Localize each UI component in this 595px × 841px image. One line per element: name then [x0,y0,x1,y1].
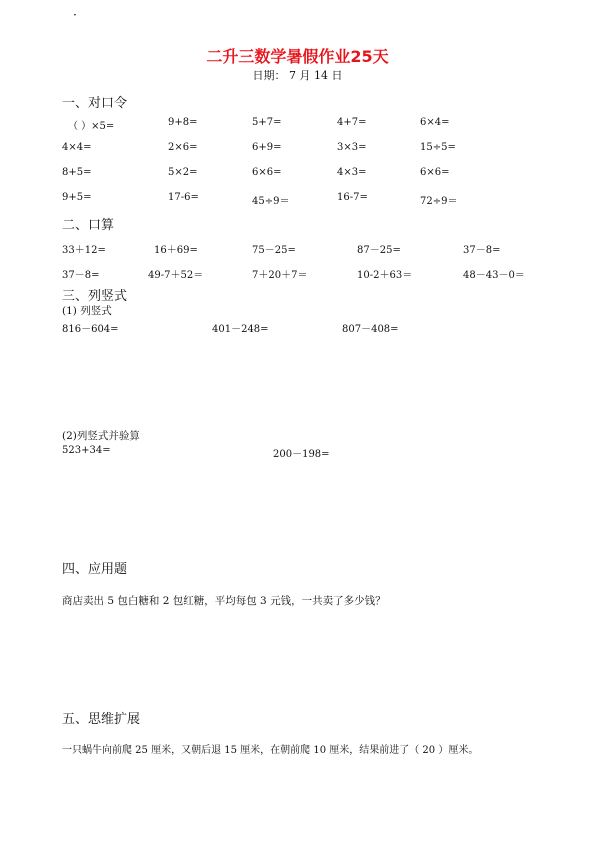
drill-item: 6×6= [252,167,282,178]
mental-math-item: 49-7＋52＝ [148,270,204,281]
drill-item: （ ）×5= [68,121,115,132]
mental-math-item: 10-2＋63＝ [357,270,413,281]
drill-item: 4×3= [337,167,367,178]
vertical-calc-item: 807－408= [342,324,399,335]
drill-item: 4+7= [337,117,367,128]
drill-item: 72÷9＝ [420,196,458,207]
calc-and-check-item: 523+34= [62,445,111,456]
vertical-calc-item: 401－248= [212,324,269,335]
drill-item: 8+5= [62,167,92,178]
drill-item: 15÷5= [420,142,456,153]
word-problem-text: 商店卖出 5 包白糖和 2 包红糖，平均每包 3 元钱，一共卖了多少钱？ [62,595,386,607]
date-line: 日期： 7 月 14 日 [252,69,343,82]
mental-math-item: 37－8= [463,245,501,256]
drill-item: 4×4= [62,142,92,153]
corner-dot: · [73,8,77,22]
mental-math-item: 37－8= [62,270,100,281]
drill-item: 45÷9＝ [252,196,290,207]
drill-item: 5+7= [252,117,282,128]
page-title: 二升三数学暑假作业25天 [206,47,389,66]
vertical-calc-item: 816－604= [62,324,119,335]
drill-item: 17-6= [168,192,199,203]
mental-math-item: 75－25= [252,245,296,256]
subheading-vertical-calc: (1) 列竖式 [62,305,112,317]
drill-item: 3×3= [337,142,367,153]
subheading-calc-and-check: (2)列竖式并验算 [62,430,140,442]
drill-item: 5×2= [168,167,198,178]
mental-math-item: 48－43－0＝ [463,270,525,281]
mental-math-item: 87－25= [357,245,401,256]
calc-and-check-item: 200－198= [273,449,330,460]
mental-math-item: 7＋20＋7＝ [252,270,308,281]
section-heading-thinking-extension: 五、思维扩展 [62,712,141,727]
thinking-problem-text: 一只蜗牛向前爬 25 厘米，又朝后退 15 厘米，在朝前爬 10 厘米，结果前进了（ 20 ）厘米。 [62,745,479,756]
section-heading-vertical-calc: 三、列竖式 [62,289,128,304]
drill-item: 9+5= [62,192,92,203]
drill-item: 6×6= [420,167,450,178]
mental-math-item: 33＋12= [62,245,106,256]
section-heading-oral-drill: 一、对口令 [62,96,128,111]
drill-item: 2×6= [168,142,198,153]
drill-item: 6×4= [420,117,450,128]
drill-item: 6+9= [252,142,282,153]
section-heading-mental-math: 二、口算 [62,218,115,233]
section-heading-word-problem: 四、应用题 [62,562,128,577]
mental-math-item: 16＋69= [154,245,198,256]
drill-item: 16-7= [337,192,368,203]
drill-item: 9+8= [168,117,198,128]
